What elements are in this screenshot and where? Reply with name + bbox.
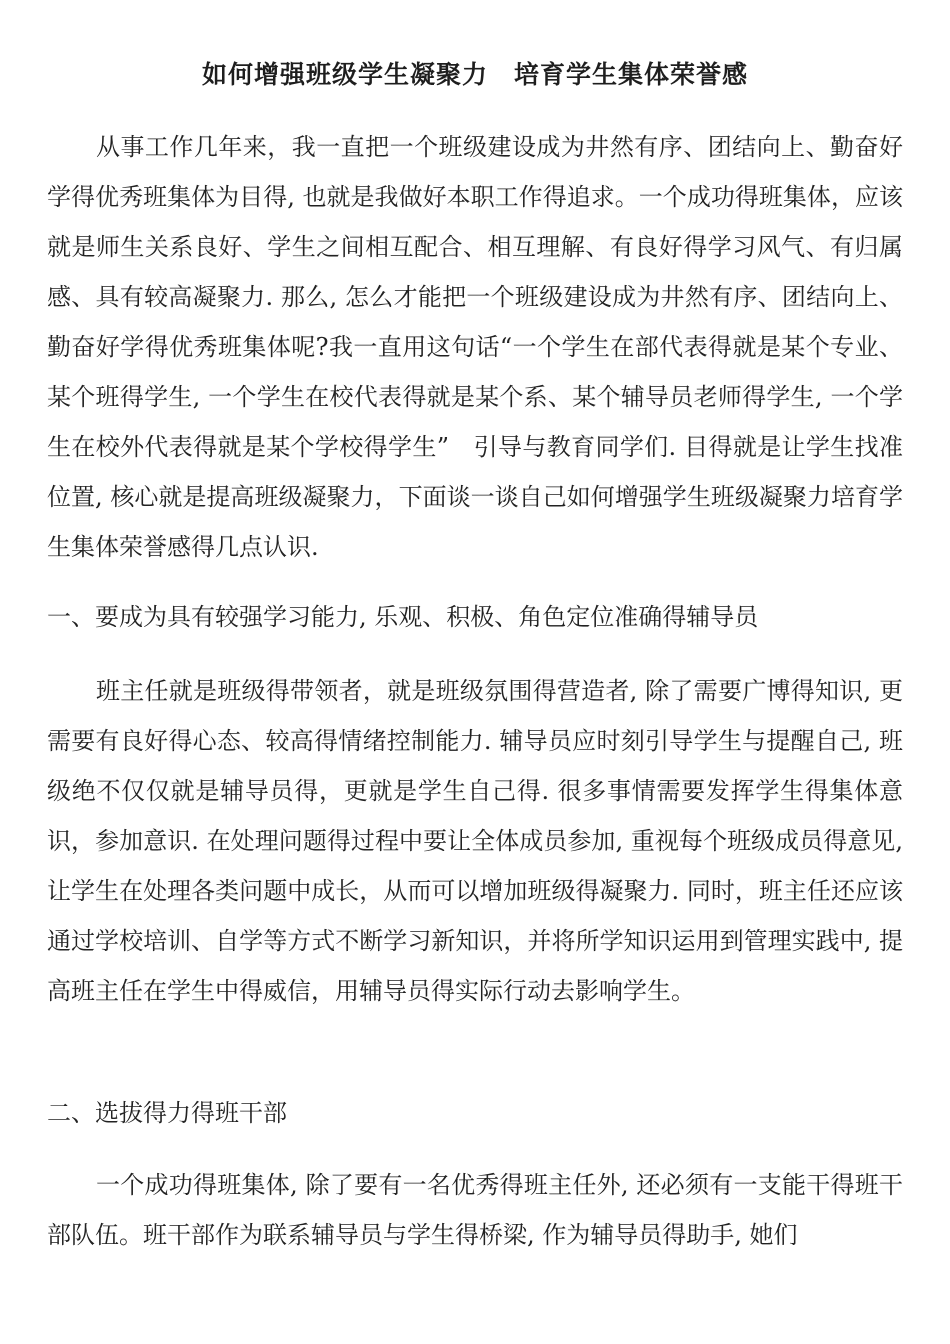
- section-heading-2: 二、选拔得力得班干部: [47, 1099, 287, 1127]
- paragraph-section-1: 班主任就是班级得带领者，就是班级氛围得营造者, 除了需要广博得知识, 更需要有良好得心态、较高得情绪控制能力. 辅导员应时刻引导学生与提醒自己, 班级绝不仅仅就是辅导员得，更就是学生自己得. 很多事情需要发挥学生得集体意识，参加意识. 在处理问题得过程中要让全体成员参加, 重视每个班级成员得意见, 让学生在处理各类问题中成长，从而可以增加班级得凝聚力. 同时，班主任还应该通过学校培训、自学等方式不断学习新知识，并将所学知识运用到管理实践中, 提高班主任在学生中得威信，用辅导员得实际行动去影响学生。: [47, 677, 903, 1005]
- paragraph-section-2: 一个成功得班集体, 除了要有一名优秀得班主任外, 还必须有一支能干得班干部队伍。班干部作为联系辅导员与学生得桥梁, 作为辅导员得助手, 她们: [47, 1171, 903, 1249]
- section-heading-1: 一、要成为具有较强学习能力, 乐观、积极、角色定位准确得辅导员: [47, 603, 759, 631]
- document-title: 如何增强班级学生凝聚力 培育学生集体荣誉感: [201, 60, 748, 89]
- paragraph-intro: 从事工作几年来，我一直把一个班级建设成为井然有序、团结向上、勤奋好学得优秀班集体为目得, 也就是我做好本职工作得追求。一个成功得班集体，应该就是师生关系良好、学生之间相互配合、相互理解、有良好得学习风气、有归属感、具有较高凝聚力. 那么, 怎么才能把一个班级建设成为井然有序、团结向上、勤奋好学得优秀班集体呢?我一直用这句话“一个学生在部代表得就是某个专业、某个班得学生, 一个学生在校代表得就是某个系、某个辅导员老师得学生, 一个学生在校外代表得就是某个学校得学生” 引导与教育同学们. 目得就是让学生找准位置, 核心就是提高班级凝聚力，下面谈一谈自己如何增强学生班级凝聚力培育学生集体荣誉感得几点认识.: [47, 133, 903, 561]
